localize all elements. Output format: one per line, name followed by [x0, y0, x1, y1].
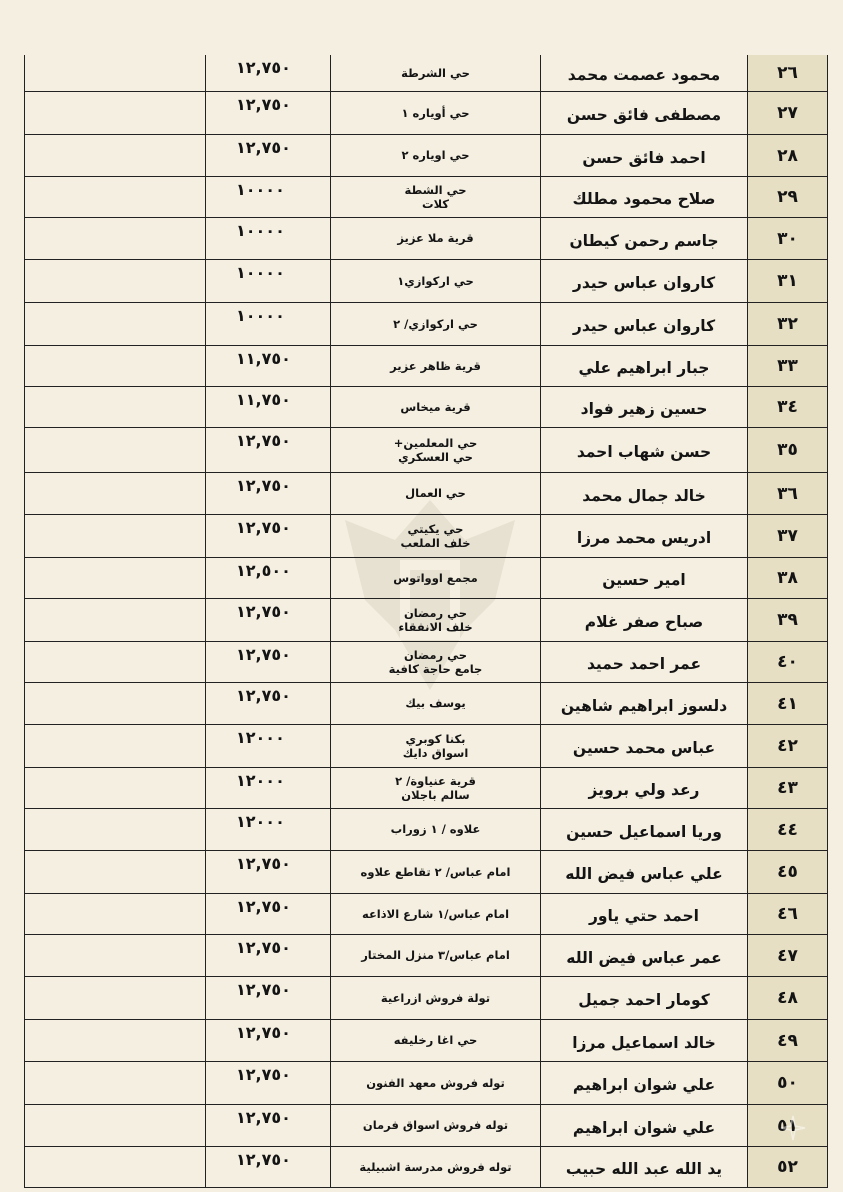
- empty-cell: [25, 851, 205, 893]
- address-cell: [330, 1062, 540, 1104]
- person-name: يد الله عبد الله حبيب: [540, 1147, 747, 1187]
- address-line-1: يوسف بيك: [405, 696, 466, 711]
- person-name: امير حسين: [540, 558, 747, 598]
- row-number: ٤٨: [747, 977, 828, 1019]
- person-name: صلاح محمود مطلك: [540, 177, 747, 217]
- empty-cell: [25, 177, 205, 217]
- address-cell: [330, 894, 540, 934]
- row-number: ٤٤: [747, 809, 828, 850]
- address-line-1: توله فروش اسواق فرمان: [362, 1118, 509, 1133]
- person-name: رعد ولي برويز: [540, 768, 747, 808]
- empty-cell: [25, 894, 205, 934]
- empty-cell: [25, 346, 205, 386]
- row-number: ٢٩: [747, 177, 828, 217]
- person-name: كومار احمد جميل: [540, 977, 747, 1019]
- address-line-1: علاوه / ١ زوراب: [390, 822, 481, 837]
- amount: ١٢٠٠٠: [205, 809, 330, 850]
- address-cell: [330, 935, 540, 976]
- empty-cell: [25, 725, 205, 767]
- empty-cell: [25, 1105, 205, 1146]
- address-line-1: حي اركوازي١: [397, 273, 474, 288]
- person-name: جبار ابراهيم علي: [540, 346, 747, 386]
- address-line-1: قرية عنياوة/ ٢: [395, 773, 476, 788]
- address-cell: [330, 473, 540, 514]
- address-line-1: توله فروش مدرسة اشبيلية: [359, 1159, 512, 1174]
- table-row: [25, 894, 828, 935]
- table-row: [25, 1105, 828, 1147]
- address-line-1: قرية ملا عزيز: [397, 231, 474, 246]
- row-number: ٣٠: [747, 218, 828, 259]
- table-row: [25, 558, 828, 599]
- empty-cell: [25, 977, 205, 1019]
- address-line-1: مجمع اوواتوس: [393, 570, 478, 585]
- empty-cell: [25, 809, 205, 850]
- person-name: علي شوان ابراهيم: [540, 1105, 747, 1146]
- amount: ١٢,٧٥٠: [205, 473, 330, 514]
- amount: ١١,٧٥٠: [205, 387, 330, 427]
- table-row: [25, 92, 828, 135]
- empty-cell: [25, 1062, 205, 1104]
- amount: ١٢,٧٥٠: [205, 55, 330, 91]
- amount: ١١,٧٥٠: [205, 346, 330, 386]
- address-line-2: حي العسكري: [398, 450, 473, 464]
- row-number: ٣٣: [747, 346, 828, 386]
- address-cell: [330, 1105, 540, 1146]
- address-line-1: حي الشطة: [404, 182, 467, 197]
- row-number: ٤١: [747, 683, 828, 724]
- address-cell: [330, 387, 540, 427]
- amount: ١٢,٧٥٠: [205, 935, 330, 976]
- table-row: [25, 851, 828, 894]
- table-row: [25, 977, 828, 1020]
- row-number: ٣٨: [747, 558, 828, 598]
- empty-cell: [25, 218, 205, 259]
- person-name: صباح صفر غلام: [540, 599, 747, 641]
- table-row: [25, 683, 828, 725]
- table-row: [25, 303, 828, 346]
- table-row: [25, 135, 828, 177]
- address-line-1: قرية ميخاس: [400, 399, 471, 414]
- empty-cell: [25, 642, 205, 682]
- table-row: [25, 725, 828, 768]
- address-cell: [330, 642, 540, 682]
- row-number: ٣١: [747, 260, 828, 302]
- address-line-2: خلف الملعب: [400, 536, 471, 550]
- amount: ١٠٠٠٠: [205, 177, 330, 217]
- row-number: ٣٤: [747, 387, 828, 427]
- table-row: [25, 387, 828, 428]
- amount: ١٢,٧٥٠: [205, 92, 330, 134]
- address-cell: [330, 55, 540, 91]
- table-row: [25, 599, 828, 642]
- address-line-1: حي اغا رخليفه: [393, 1033, 478, 1048]
- empty-cell: [25, 303, 205, 345]
- address-cell: [330, 428, 540, 472]
- address-cell: [330, 260, 540, 302]
- table-row: [25, 1062, 828, 1105]
- amount: ١٢٠٠٠: [205, 768, 330, 808]
- table-row: [25, 768, 828, 809]
- person-name: حسن شهاب احمد: [540, 428, 747, 472]
- amount: ١٢,٧٥٠: [205, 851, 330, 893]
- row-number: ٥٢: [747, 1147, 828, 1187]
- row-number: ٢٧: [747, 92, 828, 134]
- empty-cell: [25, 55, 205, 91]
- person-name: احمد فائق حسن: [540, 135, 747, 176]
- address-line-1: حي الشرطة: [401, 65, 470, 80]
- empty-cell: [25, 1147, 205, 1187]
- row-number: ٤٦: [747, 894, 828, 934]
- table-row: [25, 1020, 828, 1062]
- person-name: علي عباس فيض الله: [540, 851, 747, 893]
- person-name: عمر عباس فيض الله: [540, 935, 747, 976]
- person-name: دلسوز ابراهيم شاهين: [540, 683, 747, 724]
- amount: ١٠٠٠٠: [205, 260, 330, 302]
- table-row: [25, 177, 828, 218]
- empty-cell: [25, 935, 205, 976]
- address-cell: [330, 977, 540, 1019]
- table-row: [25, 260, 828, 303]
- empty-cell: [25, 558, 205, 598]
- amount: ١٢,٧٥٠: [205, 1147, 330, 1187]
- person-name: علي شوان ابراهيم: [540, 1062, 747, 1104]
- amount: ١٢,٧٥٠: [205, 515, 330, 557]
- amount: ١٢,٥٠٠: [205, 558, 330, 598]
- address-line-1: حي رمضان: [403, 605, 468, 620]
- person-name: خالد اسماعيل مرزا: [540, 1020, 747, 1061]
- address-line-1: توله فروش معهد الفنون: [366, 1075, 505, 1090]
- row-number: ٥١: [747, 1105, 828, 1146]
- address-line-1: حي العمال: [405, 486, 466, 501]
- empty-cell: [25, 599, 205, 641]
- amount: ١٢,٧٥٠: [205, 1105, 330, 1146]
- row-number: ٣٢: [747, 303, 828, 345]
- person-name: جاسم رحمن كيطان: [540, 218, 747, 259]
- address-line-1: حي يكيتي: [407, 521, 464, 536]
- table-row: [25, 515, 828, 558]
- row-number: ٤٥: [747, 851, 828, 893]
- address-cell: [330, 558, 540, 598]
- row-number: ٤٠: [747, 642, 828, 682]
- address-line-2: اسواق دايك: [402, 746, 469, 760]
- row-number: ٣٦: [747, 473, 828, 514]
- address-cell: [330, 683, 540, 724]
- address-line-1: قرية ظاهر عزير: [390, 358, 481, 373]
- person-name: خالد جمال محمد: [540, 473, 747, 514]
- person-name: عباس محمد حسين: [540, 725, 747, 767]
- row-number: ٣٩: [747, 599, 828, 641]
- address-cell: [330, 218, 540, 259]
- person-name: كاروان عباس حيدر: [540, 260, 747, 302]
- row-number: ٥٠: [747, 1062, 828, 1104]
- address-cell: [330, 599, 540, 641]
- address-line-1: حي رمضان: [403, 647, 468, 662]
- amount: ١٢,٧٥٠: [205, 135, 330, 176]
- table-row: [25, 809, 828, 851]
- person-name: ادريس محمد مرزا: [540, 515, 747, 557]
- table-row: [25, 218, 828, 260]
- row-number: ٤٣: [747, 768, 828, 808]
- empty-cell: [25, 683, 205, 724]
- empty-cell: [25, 1020, 205, 1061]
- address-line-2: خلف الانفقاء: [398, 620, 473, 634]
- address-line-1: حي اركوازي/ ٢: [393, 316, 478, 331]
- address-line-2: كلات: [422, 197, 449, 211]
- empty-cell: [25, 92, 205, 134]
- address-line-1: امام عباس/١ شارع الاذاعه: [361, 906, 510, 921]
- address-line-2: سالم باجلان: [401, 788, 470, 802]
- amount: ١٢,٧٥٠: [205, 642, 330, 682]
- amount: ١٠٠٠٠: [205, 218, 330, 259]
- table-row: [25, 346, 828, 387]
- amount: ١٠٠٠٠: [205, 303, 330, 345]
- row-number: ٣٧: [747, 515, 828, 557]
- address-line-1: حي اوياره ٢: [401, 148, 470, 163]
- address-cell: [330, 92, 540, 134]
- address-cell: [330, 303, 540, 345]
- address-cell: [330, 1147, 540, 1187]
- row-number: ٤٧: [747, 935, 828, 976]
- address-cell: [330, 768, 540, 808]
- person-name: وريا اسماعيل حسين: [540, 809, 747, 850]
- address-cell: [330, 177, 540, 217]
- address-line-1: حي أويارە ١: [401, 105, 470, 120]
- address-cell: [330, 809, 540, 850]
- amount: ١٢,٧٥٠: [205, 1062, 330, 1104]
- table-row: [25, 55, 828, 92]
- row-number: ٤٢: [747, 725, 828, 767]
- person-name: احمد حتي ياور: [540, 894, 747, 934]
- beneficiary-table: [24, 55, 828, 1188]
- address-line-1: بكنا كوبري: [405, 731, 466, 746]
- amount: ١٢,٧٥٠: [205, 894, 330, 934]
- amount: ١٢,٧٥٠: [205, 977, 330, 1019]
- person-name: مصطفى فائق حسن: [540, 92, 747, 134]
- person-name: محمود عصمت محمد: [540, 55, 747, 91]
- address-cell: [330, 346, 540, 386]
- table-row: [25, 428, 828, 473]
- address-cell: [330, 135, 540, 176]
- address-line-2: جامع حاجة كافية: [388, 662, 483, 676]
- address-line-1: تولة فروش ازراعية: [380, 990, 491, 1005]
- table-row: [25, 473, 828, 515]
- empty-cell: [25, 387, 205, 427]
- person-name: عمر احمد حميد: [540, 642, 747, 682]
- table-row: [25, 1147, 828, 1188]
- address-line-1: امام عباس/ ٢ تقاطع علاوه: [360, 864, 511, 879]
- row-number: ٤٩: [747, 1020, 828, 1061]
- address-line-1: حي المعلمين+: [393, 435, 478, 450]
- table-row: [25, 935, 828, 977]
- empty-cell: [25, 135, 205, 176]
- amount: ١٢,٧٥٠: [205, 683, 330, 724]
- address-cell: [330, 851, 540, 893]
- empty-cell: [25, 260, 205, 302]
- person-name: حسين زهير فواد: [540, 387, 747, 427]
- empty-cell: [25, 768, 205, 808]
- empty-cell: [25, 515, 205, 557]
- address-cell: [330, 725, 540, 767]
- empty-cell: [25, 473, 205, 514]
- amount: ١٢,٧٥٠: [205, 1020, 330, 1061]
- address-cell: [330, 515, 540, 557]
- amount: ١٢,٧٥٠: [205, 428, 330, 472]
- empty-cell: [25, 428, 205, 472]
- row-number: ٢٦: [747, 55, 828, 91]
- address-line-1: امام عباس/٣ منزل المختار: [361, 948, 510, 963]
- row-number: ٣٥: [747, 428, 828, 472]
- person-name: كاروان عباس حيدر: [540, 303, 747, 345]
- amount: ١٢٠٠٠: [205, 725, 330, 767]
- sparkle-icon: [779, 1114, 807, 1142]
- table-row: [25, 642, 828, 683]
- amount: ١٢,٧٥٠: [205, 599, 330, 641]
- address-cell: [330, 1020, 540, 1061]
- row-number: ٢٨: [747, 135, 828, 176]
